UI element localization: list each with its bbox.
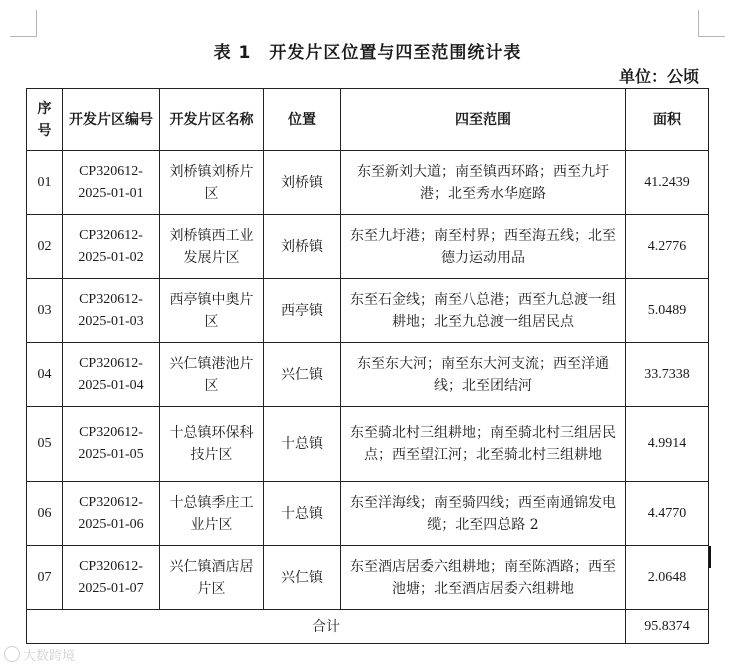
cell-no: 07 [27, 546, 63, 610]
watermark-text: 大数跨境 [23, 649, 76, 664]
cell-scope: 东至石金线；南至八总港；西至九总渡一组耕地；北至九总渡一组居民点 [341, 279, 626, 343]
header-cell-no: 序号 [27, 89, 63, 151]
cell-no: 01 [27, 151, 63, 215]
table-row [27, 407, 709, 482]
cell-code: CP320612-2025-01-06 [63, 482, 160, 546]
cell-area: 2.0648 [626, 546, 709, 610]
watermark [4, 645, 75, 664]
cell-location: 十总镇 [264, 407, 341, 482]
cell-location: 十总镇 [264, 482, 341, 546]
table-row [27, 343, 709, 407]
cell-no: 06 [27, 482, 63, 546]
cell-area: 4.4770 [626, 482, 709, 546]
table-row [27, 151, 709, 215]
unit-label: 单位：公顷 [618, 67, 699, 86]
cell-scope: 东至新刘大道；南至镇西环路；西至九圩港；北至秀水华庭路 [341, 151, 626, 215]
page-corner-mark-right [698, 10, 725, 37]
total-row [27, 610, 709, 644]
cell-scope: 东至洋海线；南至骑四线；西至南通锦发电缆；北至四总路 2 [341, 482, 626, 546]
cell-no: 05 [27, 407, 63, 482]
cell-name: 西亭镇中奥片区 [160, 279, 264, 343]
header-cell-area: 面积 [626, 89, 709, 151]
header-cell-name: 开发片区名称 [160, 89, 264, 151]
cell-location: 刘桥镇 [264, 215, 341, 279]
cell-code: CP320612-2025-01-07 [63, 546, 160, 610]
cell-location: 西亭镇 [264, 279, 341, 343]
cell-area: 4.9914 [626, 407, 709, 482]
header-cell-scope: 四至范围 [341, 89, 626, 151]
cell-area: 41.2439 [626, 151, 709, 215]
header-row [27, 89, 709, 151]
cell-location: 兴仁镇 [264, 546, 341, 610]
cell-name: 十总镇环保科技片区 [160, 407, 264, 482]
cell-area: 33.7338 [626, 343, 709, 407]
cell-name: 兴仁镇酒店居片区 [160, 546, 264, 610]
page-corner-mark-left [10, 10, 37, 37]
cell-no: 04 [27, 343, 63, 407]
cell-scope: 东至骑北村三组耕地；南至骑北村三组居民点；西至望江河；北至骑北村三组耕地 [341, 407, 626, 482]
cell-code: CP320612-2025-01-02 [63, 215, 160, 279]
cell-location: 刘桥镇 [264, 151, 341, 215]
cell-code: CP320612-2025-01-01 [63, 151, 160, 215]
table-row [27, 279, 709, 343]
cell-name: 刘桥镇西工业发展片区 [160, 215, 264, 279]
development-zone-table [26, 88, 709, 644]
table-row [27, 482, 709, 546]
text-cursor [709, 546, 711, 568]
table-title: 表 1 开发片区位置与四至范围统计表 [213, 43, 522, 63]
cell-scope: 东至酒店居委六组耕地；南至陈酒路；西至池塘；北至酒店居委六组耕地 [341, 546, 626, 610]
cell-scope: 东至东大河；南至东大河支流；西至洋通线；北至团结河 [341, 343, 626, 407]
cell-scope: 东至九圩港；南至村界；西至海五线；北至德力运动用品 [341, 215, 626, 279]
total-label: 合计 [27, 610, 626, 644]
cell-area: 4.2776 [626, 215, 709, 279]
cell-name: 十总镇季庄工业片区 [160, 482, 264, 546]
header-cell-location: 位置 [264, 89, 341, 151]
watermark-logo-icon [4, 646, 20, 662]
cell-code: CP320612-2025-01-03 [63, 279, 160, 343]
table-row [27, 546, 709, 610]
cell-no: 03 [27, 279, 63, 343]
table-row [27, 215, 709, 279]
cell-name: 刘桥镇刘桥片区 [160, 151, 264, 215]
cell-area: 5.0489 [626, 279, 709, 343]
header-cell-code: 开发片区编号 [63, 89, 160, 151]
cell-location: 兴仁镇 [264, 343, 341, 407]
cell-code: CP320612-2025-01-05 [63, 407, 160, 482]
cell-code: CP320612-2025-01-04 [63, 343, 160, 407]
total-value: 95.8374 [626, 610, 709, 644]
cell-no: 02 [27, 215, 63, 279]
cell-name: 兴仁镇港池片区 [160, 343, 264, 407]
